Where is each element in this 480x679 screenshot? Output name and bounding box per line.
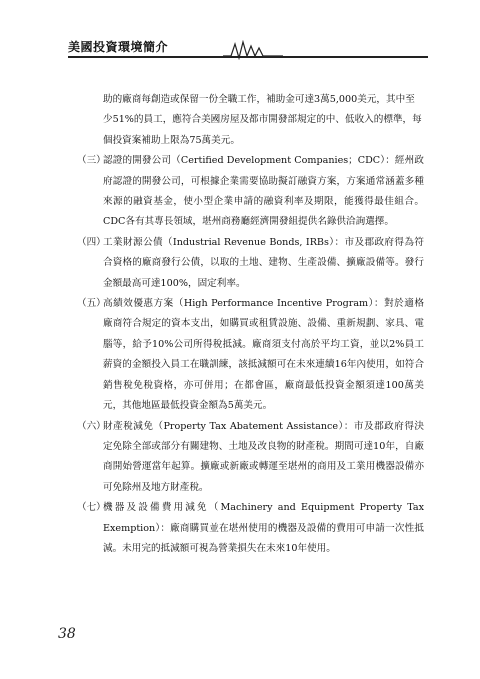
list-item-4 — [79, 233, 424, 294]
item-number: （六） — [77, 420, 106, 432]
list-item-7 — [79, 498, 424, 559]
item-number: （四） — [77, 236, 106, 248]
intro-paragraph: 助的廠商每創造或保留一份全職工作，補助金可達3萬5,000美元，其中至少51%的員工，應符合美國房屋及都市開發部規定的中、低收入的標準，每個投資案補助上限為75萬美元。 — [103, 94, 422, 146]
item-text: 認證的開發公司（Certified Development Companies；CDC）：經州政府認證的開發公司，可根據企業需要協助擬訂融資方案，方案通常涵蓋多種來源的融資基金，使小型企業申請的融資利率及期限，能獲得最佳組合。CDC各有其專長領域，堪州商務廳經濟開發組提供名錄供洽詢選擇。 — [103, 155, 424, 228]
list-item-3 — [79, 151, 424, 233]
item-number: （七） — [77, 502, 106, 514]
page-body — [79, 90, 424, 559]
item-text: 財產稅減免（Property Tax Abatement Assistance）：市及郡政府得決定免除全部或部分有關建物、土地及改良物的財產稅。期間可達10年，自廠商開始營運當年起算。擴廠或新廠或轉運至堪州的商用及工業用機器設備亦可免除州及地方財產稅。 — [103, 420, 424, 493]
running-header — [68, 38, 428, 60]
header-rule — [68, 56, 428, 58]
item-text: 高績效優惠方案（High Performance Incentive Program）：對於適格廠商符合規定的資本支出，如購買或租賃設施、設備、重新規劃、家具、電腦等，給予10%公司所得稅抵減。廠商須支付高於平均工資，並以2%員工薪資的金額投入員工在職訓練，該抵減額可在未來連續16年內使用，如符合銷售稅免稅資格，亦可併用；在都會區，廠商最低投資金額須達100萬美元，其他地區最低投資金額為5萬美元。 — [103, 298, 424, 412]
list-item-6 — [79, 417, 424, 499]
list-item-5 — [79, 294, 424, 416]
item-text: 機器及設備費用減免（Machinery and Equipment Property Tax Exemption）：廠商購買並在堪州使用的機器及設備的費用可申請一次性抵減。未用完的抵減額可視為營業損失在未來10年使用。 — [103, 502, 424, 554]
item-number: （五） — [77, 298, 106, 310]
page-number: 38 — [58, 626, 76, 642]
item-text: 工業財源公債（Industrial Revenue Bonds, IRBs）：市及郡政府得為符合資格的廠商發行公債，以取的土地、建物、生產設備、擴廠設備等。發行金額最高可達100%，固定利率。 — [103, 236, 424, 289]
header-title: 美國投資環境簡介 — [68, 40, 169, 54]
item-number: （三） — [77, 155, 106, 167]
